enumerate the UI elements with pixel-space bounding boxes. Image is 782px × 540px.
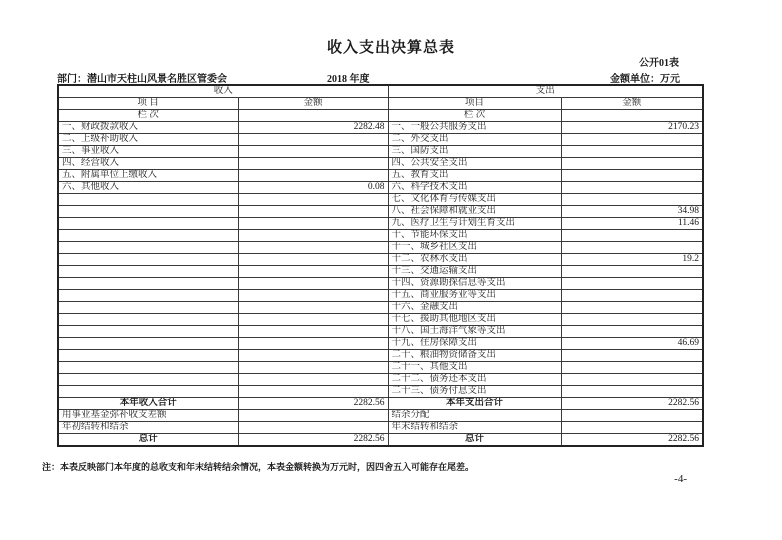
expense-amount-cell bbox=[561, 230, 703, 242]
expense-item-cell: 七、文化体育与传媒支出 bbox=[388, 194, 561, 206]
rank-header-row bbox=[58, 110, 703, 122]
income-item-cell: 五、附属单位上缴收入 bbox=[58, 170, 238, 182]
expense-amount-cell bbox=[561, 182, 703, 194]
expense-amount-cell bbox=[561, 158, 703, 170]
expense-amount-cell bbox=[561, 374, 703, 386]
expense-item-cell: 十三、交通运输支出 bbox=[388, 266, 561, 278]
income-section-header: 收入 bbox=[58, 85, 388, 98]
table-row bbox=[58, 326, 703, 338]
expense-item-cell: 八、社会保障和就业支出 bbox=[388, 206, 561, 218]
fiscal-year-label: 2018 年度 bbox=[327, 74, 370, 85]
income-amount-cell bbox=[238, 314, 388, 326]
expense-item-cell: 二、外交支出 bbox=[388, 134, 561, 146]
table-body bbox=[58, 122, 703, 447]
table-row bbox=[58, 266, 703, 278]
income-item-cell bbox=[58, 302, 238, 314]
income-item-header: 项 目 bbox=[58, 98, 238, 110]
income-amount-cell bbox=[238, 206, 388, 218]
income-amount-cell bbox=[238, 218, 388, 230]
expense-amount-cell bbox=[561, 146, 703, 158]
income-item-cell: 二、上级补助收入 bbox=[58, 134, 238, 146]
expense-item-cell: 十五、商业服务业等支出 bbox=[388, 290, 561, 302]
expense-amount-header: 金额 bbox=[561, 98, 703, 110]
expense-item-cell: 年末结转和结余 bbox=[388, 422, 561, 434]
expense-amount-cell bbox=[561, 326, 703, 338]
expense-amount-cell: 2170.23 bbox=[561, 122, 703, 134]
accounts-table bbox=[57, 84, 704, 447]
table-row bbox=[58, 206, 703, 218]
expense-amount-cell bbox=[561, 194, 703, 206]
footnote: 注：本表反映部门本年度的总收支和年末结转结余情况，本表金额转换为万元时，因四舍五入可能存在尾差。 bbox=[42, 462, 475, 472]
table-row bbox=[58, 254, 703, 266]
expense-item-cell: 五、教育支出 bbox=[388, 170, 561, 182]
income-item-cell bbox=[58, 206, 238, 218]
income-item-cell bbox=[58, 386, 238, 398]
table-row bbox=[58, 278, 703, 290]
income-rank-header: 栏 次 bbox=[58, 110, 238, 122]
table-row bbox=[58, 230, 703, 242]
income-item-cell bbox=[58, 338, 238, 350]
income-amount-cell bbox=[238, 410, 388, 422]
income-item-cell bbox=[58, 278, 238, 290]
income-item-cell bbox=[58, 230, 238, 242]
expense-amount-cell bbox=[561, 410, 703, 422]
income-amount-cell: 0.08 bbox=[238, 182, 388, 194]
department-label: 部门：潜山市天柱山风景名胜区管委会 bbox=[57, 74, 227, 85]
table-row bbox=[58, 422, 703, 434]
expense-item-cell: 十二、农林水支出 bbox=[388, 254, 561, 266]
page-title: 收入支出决算总表 bbox=[326, 40, 455, 56]
expense-item-cell: 二十三、债务付息支出 bbox=[388, 386, 561, 398]
expense-item-cell: 十四、资源勘探信息等支出 bbox=[388, 278, 561, 290]
income-amount-cell bbox=[238, 326, 388, 338]
table-row bbox=[58, 194, 703, 206]
expense-item-cell: 十、节能环保支出 bbox=[388, 230, 561, 242]
income-item-cell bbox=[58, 242, 238, 254]
expense-item-cell: 二十一、其他支出 bbox=[388, 362, 561, 374]
income-item-cell bbox=[58, 290, 238, 302]
income-item-cell: 总计 bbox=[58, 434, 238, 447]
expense-amount-cell bbox=[561, 350, 703, 362]
income-amount-cell bbox=[238, 350, 388, 362]
table-row bbox=[58, 242, 703, 254]
expense-amount-cell: 34.98 bbox=[561, 206, 703, 218]
income-amount-cell bbox=[238, 158, 388, 170]
income-item-cell: 四、经营收入 bbox=[58, 158, 238, 170]
table-row bbox=[58, 170, 703, 182]
expense-rank-header: 栏 次 bbox=[388, 110, 561, 122]
page-number: -4- bbox=[674, 473, 687, 485]
section-header-row bbox=[58, 85, 703, 98]
income-item-cell: 三、事业收入 bbox=[58, 146, 238, 158]
expense-item-cell: 一、一般公共服务支出 bbox=[388, 122, 561, 134]
income-amount-cell bbox=[238, 134, 388, 146]
income-amount-cell bbox=[238, 422, 388, 434]
table-header bbox=[58, 85, 703, 122]
table-row bbox=[58, 338, 703, 350]
income-item-cell: 本年收入合计 bbox=[58, 398, 238, 410]
expense-item-cell: 十九、住房保障支出 bbox=[388, 338, 561, 350]
expense-amount-cell bbox=[561, 242, 703, 254]
income-amount-cell bbox=[238, 266, 388, 278]
table-code: 公开01表 bbox=[639, 58, 679, 69]
income-amount-cell: 2282.48 bbox=[238, 122, 388, 134]
table-row bbox=[58, 290, 703, 302]
expense-item-cell: 十六、金融支出 bbox=[388, 302, 561, 314]
expense-amount-cell bbox=[561, 386, 703, 398]
table-row bbox=[58, 350, 703, 362]
expense-item-cell: 二十二、债务还本支出 bbox=[388, 374, 561, 386]
expense-rank-blank bbox=[561, 110, 703, 122]
income-amount-cell bbox=[238, 194, 388, 206]
income-amount-cell bbox=[238, 230, 388, 242]
expense-amount-cell: 11.46 bbox=[561, 218, 703, 230]
income-item-cell bbox=[58, 266, 238, 278]
expense-item-cell: 本年支出合计 bbox=[388, 398, 561, 410]
expense-amount-cell: 46.69 bbox=[561, 338, 703, 350]
expense-amount-cell: 19.2 bbox=[561, 254, 703, 266]
expense-amount-cell bbox=[561, 362, 703, 374]
income-amount-cell bbox=[238, 290, 388, 302]
income-item-cell bbox=[58, 194, 238, 206]
expense-item-cell: 总计 bbox=[388, 434, 561, 447]
column-header-row bbox=[58, 98, 703, 110]
income-item-cell bbox=[58, 254, 238, 266]
table-row bbox=[58, 314, 703, 326]
expense-amount-cell: 2282.56 bbox=[561, 434, 703, 447]
table-row bbox=[58, 182, 703, 194]
income-amount-header: 金额 bbox=[238, 98, 388, 110]
expense-item-cell: 九、医疗卫生与计划生育支出 bbox=[388, 218, 561, 230]
expense-amount-cell: 2282.56 bbox=[561, 398, 703, 410]
income-item-cell bbox=[58, 326, 238, 338]
table-row bbox=[58, 434, 703, 447]
income-amount-cell bbox=[238, 254, 388, 266]
income-rank-blank bbox=[238, 110, 388, 122]
expense-amount-cell bbox=[561, 134, 703, 146]
income-item-cell bbox=[58, 350, 238, 362]
expense-item-cell: 六、科学技术支出 bbox=[388, 182, 561, 194]
income-amount-cell bbox=[238, 374, 388, 386]
income-amount-cell bbox=[238, 278, 388, 290]
expense-item-cell: 二十、粮油物资储备支出 bbox=[388, 350, 561, 362]
table-row bbox=[58, 374, 703, 386]
expense-amount-cell bbox=[561, 170, 703, 182]
expense-item-header: 项目 bbox=[388, 98, 561, 110]
table-row bbox=[58, 386, 703, 398]
income-amount-cell bbox=[238, 242, 388, 254]
expense-section-header: 支出 bbox=[388, 85, 703, 98]
table-row bbox=[58, 134, 703, 146]
income-amount-cell bbox=[238, 146, 388, 158]
expense-amount-cell bbox=[561, 290, 703, 302]
table-row bbox=[58, 362, 703, 374]
expense-item-cell: 十八、国土海洋气象等支出 bbox=[388, 326, 561, 338]
income-item-cell bbox=[58, 314, 238, 326]
income-item-cell bbox=[58, 362, 238, 374]
income-amount-cell: 2282.56 bbox=[238, 434, 388, 447]
expense-item-cell: 十七、援助其他地区支出 bbox=[388, 314, 561, 326]
expense-item-cell: 三、国防支出 bbox=[388, 146, 561, 158]
table-row bbox=[58, 158, 703, 170]
expense-amount-cell bbox=[561, 266, 703, 278]
table-row bbox=[58, 218, 703, 230]
table-row bbox=[58, 398, 703, 410]
income-item-cell: 六、其他收入 bbox=[58, 182, 238, 194]
income-item-cell: 用事业基金弥补收支差额 bbox=[58, 410, 238, 422]
income-amount-cell bbox=[238, 302, 388, 314]
income-amount-cell bbox=[238, 338, 388, 350]
expense-amount-cell bbox=[561, 278, 703, 290]
income-amount-cell: 2282.56 bbox=[238, 398, 388, 410]
income-item-cell: 年初结转和结余 bbox=[58, 422, 238, 434]
meta-line bbox=[57, 70, 702, 84]
table-row bbox=[58, 146, 703, 158]
table-row bbox=[58, 122, 703, 134]
expense-amount-cell bbox=[561, 422, 703, 434]
income-amount-cell bbox=[238, 170, 388, 182]
expense-amount-cell bbox=[561, 302, 703, 314]
income-item-cell bbox=[58, 218, 238, 230]
expense-item-cell: 十一、城乡社区支出 bbox=[388, 242, 561, 254]
income-item-cell: 一、财政拨款收入 bbox=[58, 122, 238, 134]
income-item-cell bbox=[58, 374, 238, 386]
expense-amount-cell bbox=[561, 314, 703, 326]
amount-unit-label: 金额单位：万元 bbox=[610, 74, 680, 85]
expense-item-cell: 四、公共安全支出 bbox=[388, 158, 561, 170]
table-row bbox=[58, 410, 703, 422]
table-row bbox=[58, 302, 703, 314]
income-amount-cell bbox=[238, 386, 388, 398]
income-amount-cell bbox=[238, 362, 388, 374]
expense-item-cell: 结余分配 bbox=[388, 410, 561, 422]
